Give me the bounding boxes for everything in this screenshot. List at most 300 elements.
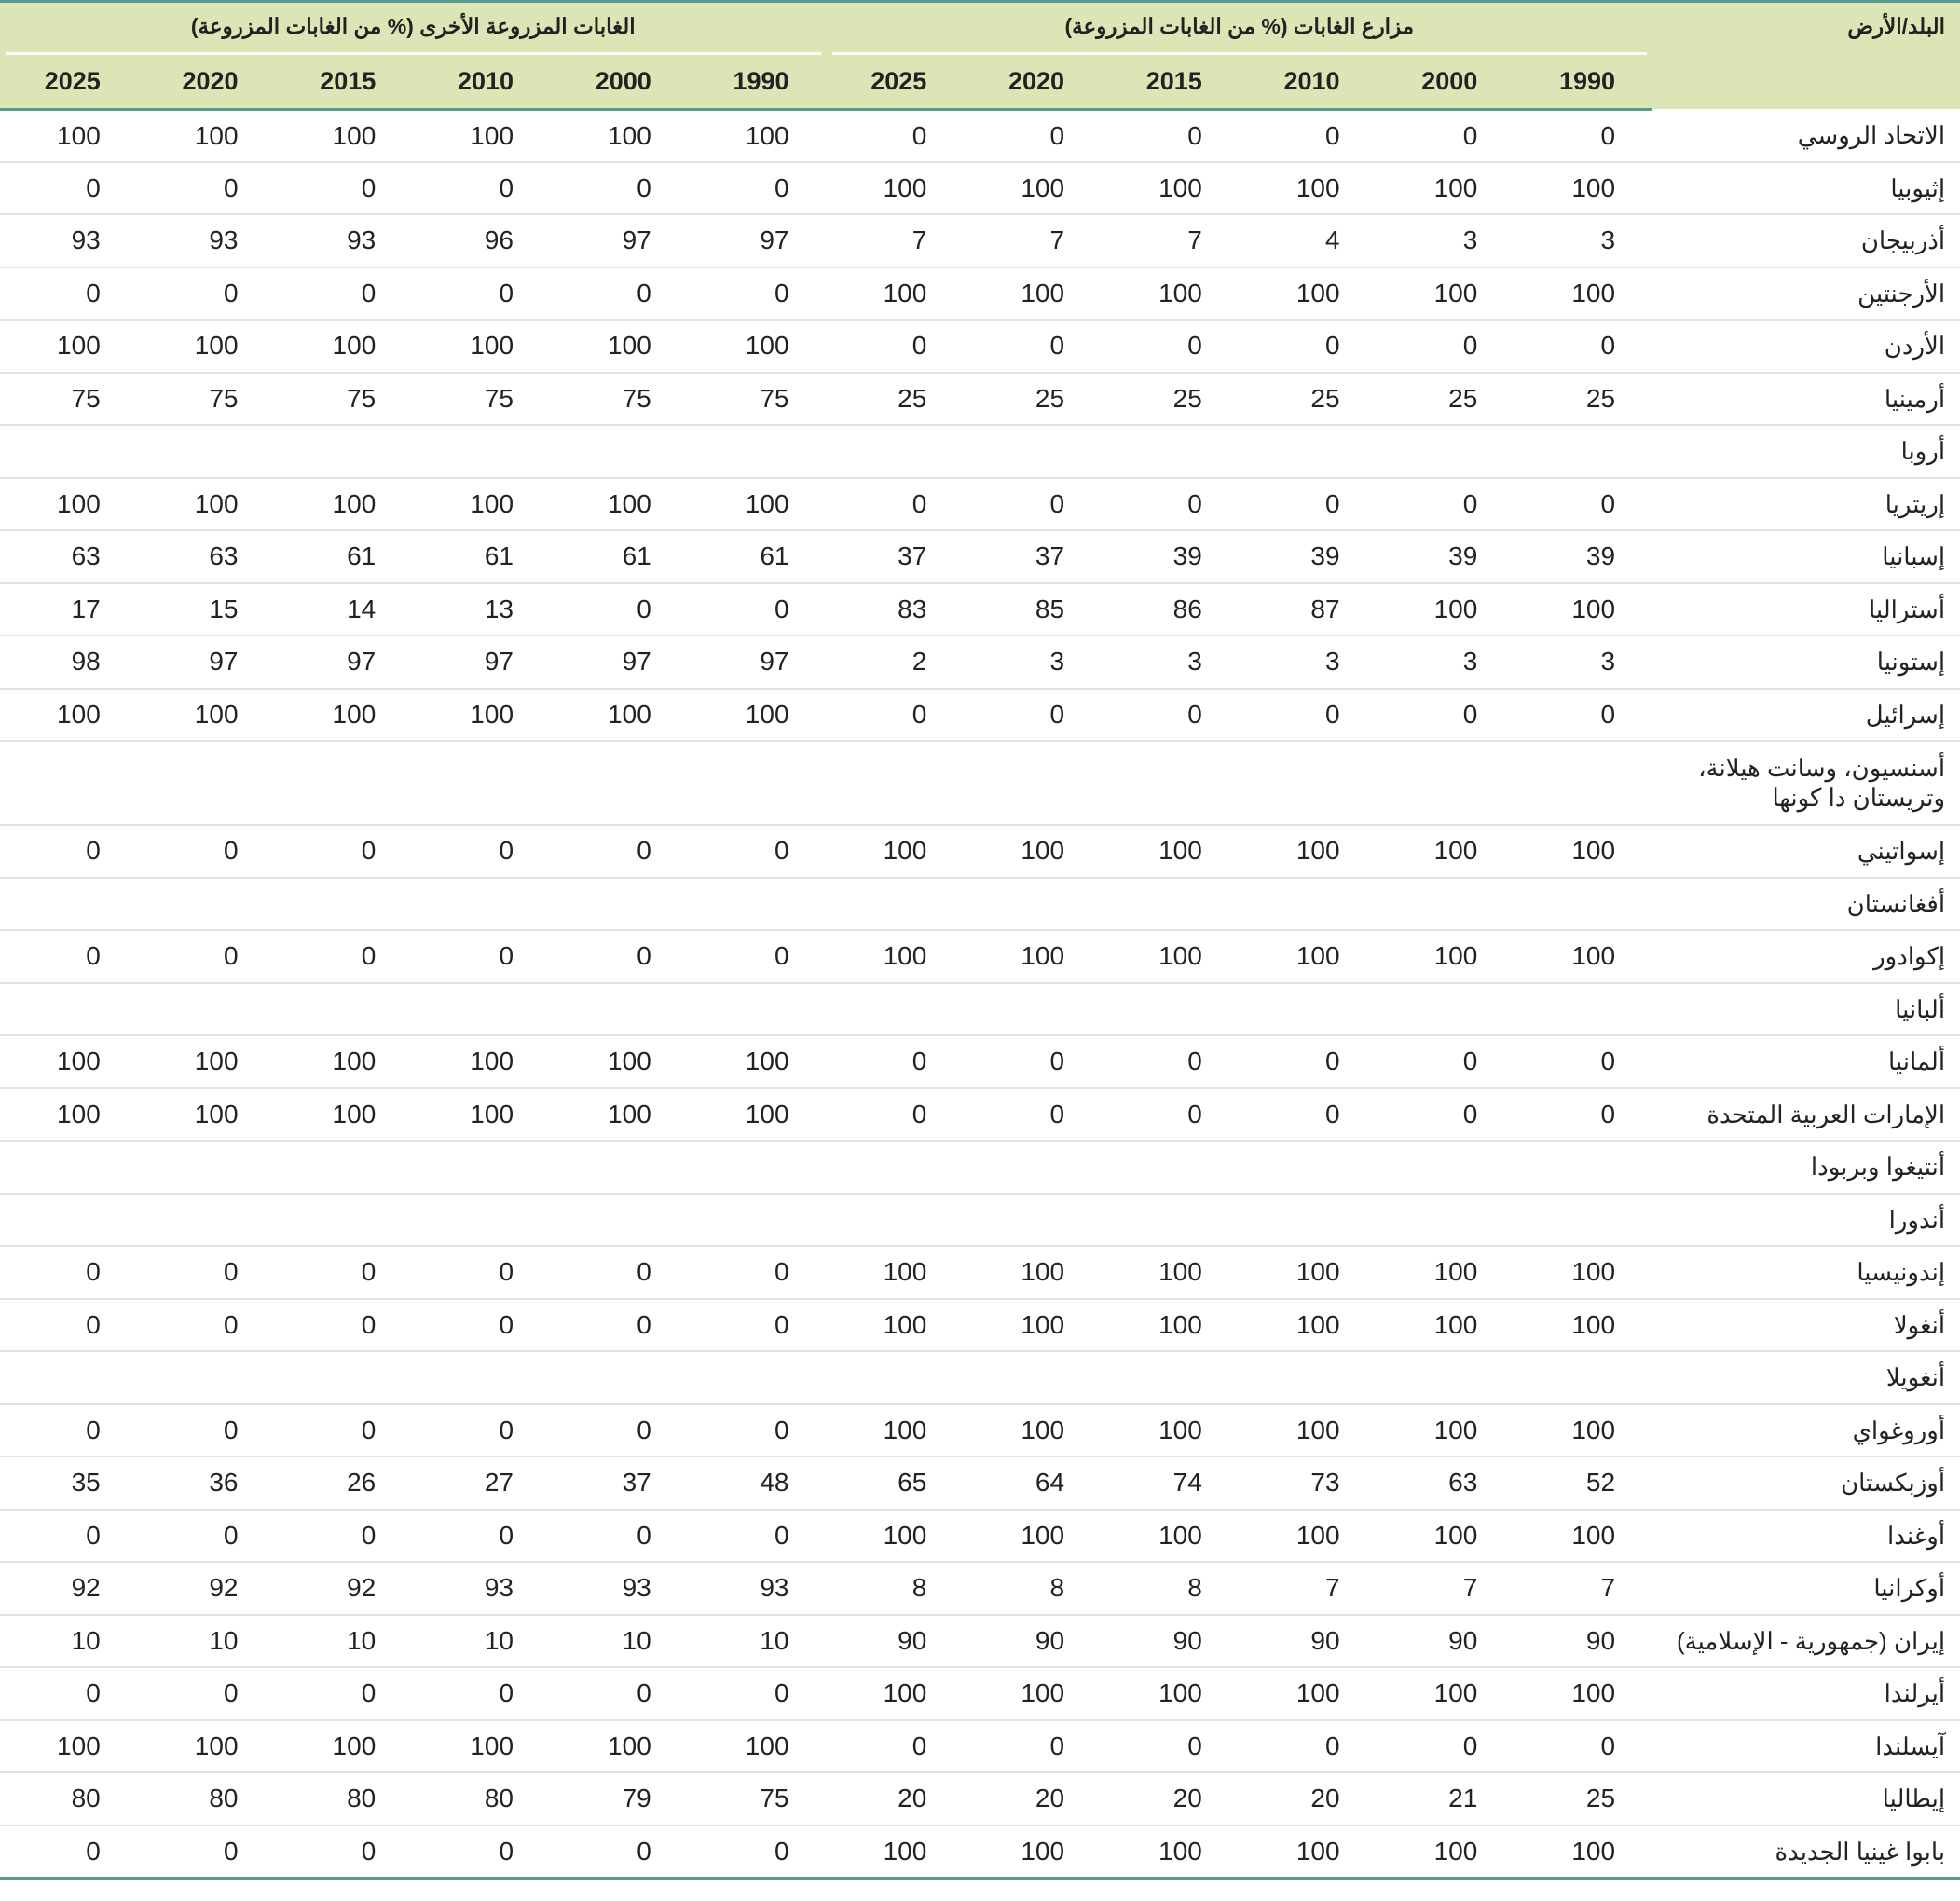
year-header: 2010 [413,55,551,109]
value-cell: 0 [0,1667,138,1720]
value-cell: 39 [1515,530,1652,583]
value-cell [276,878,414,931]
value-cell: 0 [276,1404,414,1457]
value-cell: 0 [413,1667,551,1720]
value-cell: 100 [827,162,965,215]
value-cell: 0 [551,583,689,636]
table-row [0,1562,1960,1615]
value-cell: 0 [689,1404,827,1457]
value-cell: 92 [138,1562,276,1615]
value-cell: 100 [1102,825,1240,878]
value-cell: 0 [689,1667,827,1720]
value-cell [1377,1141,1515,1194]
country-cell: أسنسيون، وسانت هيلانة، وتريستان دا كونها [1652,741,1960,825]
value-cell [1377,983,1515,1036]
value-cell: 100 [413,1035,551,1088]
value-cell: 0 [276,1246,414,1299]
year-header: 2010 [1240,55,1377,109]
header-group-row [0,3,1960,55]
value-cell: 20 [964,1772,1102,1826]
value-cell: 0 [551,930,689,983]
value-cell: 100 [551,1720,689,1773]
value-cell: 100 [1377,825,1515,878]
value-cell: 93 [138,214,276,267]
value-cell [689,1141,827,1194]
value-cell [1515,425,1652,478]
year-header: 1990 [1515,55,1652,109]
value-cell: 0 [964,1088,1102,1142]
other-planted-forest-group-header [0,3,827,55]
value-cell: 25 [1515,1772,1652,1826]
value-cell: 100 [1240,267,1377,321]
value-cell: 37 [551,1457,689,1510]
country-cell: أرمينيا [1652,373,1960,426]
value-cell: 100 [1515,1510,1652,1563]
value-cell [827,1351,965,1404]
value-cell [276,425,414,478]
value-cell: 73 [1240,1457,1377,1510]
value-cell: 0 [138,162,276,215]
value-cell: 100 [1515,1826,1652,1879]
value-cell: 85 [964,583,1102,636]
value-cell: 0 [1102,1088,1240,1142]
value-cell [0,983,138,1036]
value-cell: 7 [1377,1562,1515,1615]
value-cell [964,1351,1102,1404]
value-cell: 93 [551,1562,689,1615]
value-cell: 0 [0,1299,138,1352]
value-cell [964,425,1102,478]
value-cell: 0 [413,930,551,983]
value-cell: 100 [1377,1246,1515,1299]
value-cell: 100 [413,109,551,162]
value-cell: 79 [551,1772,689,1826]
value-cell: 100 [0,1720,138,1773]
value-cell: 0 [413,1246,551,1299]
country-cell: الأرجنتين [1652,267,1960,321]
value-cell: 0 [138,1510,276,1563]
value-cell: 0 [689,1826,827,1879]
value-cell: 0 [138,1667,276,1720]
value-cell [1240,983,1377,1036]
value-cell: 0 [964,689,1102,742]
value-cell: 100 [1240,930,1377,983]
value-cell [1377,1351,1515,1404]
value-cell [689,1194,827,1247]
value-cell: 3 [964,636,1102,689]
value-cell: 100 [689,478,827,531]
value-cell: 0 [276,825,414,878]
value-cell: 0 [138,267,276,321]
value-cell: 80 [138,1772,276,1826]
value-cell: 39 [1102,530,1240,583]
value-cell: 80 [0,1772,138,1826]
value-cell [138,425,276,478]
value-cell: 0 [413,267,551,321]
value-cell [1515,1351,1652,1404]
value-cell: 0 [1515,109,1652,162]
value-cell: 0 [827,1088,965,1142]
value-cell [551,1351,689,1404]
value-cell: 100 [551,478,689,531]
value-cell: 0 [138,825,276,878]
value-cell: 100 [1102,1404,1240,1457]
value-cell: 0 [1377,1088,1515,1142]
value-cell: 0 [138,1404,276,1457]
value-cell: 0 [551,162,689,215]
value-cell: 25 [1102,373,1240,426]
value-cell: 0 [689,1246,827,1299]
value-cell: 0 [276,1299,414,1352]
country-cell: إثيوبيا [1652,162,1960,215]
value-cell: 63 [1377,1457,1515,1510]
value-cell: 4 [1240,214,1377,267]
value-cell [138,878,276,931]
value-cell: 100 [689,320,827,373]
value-cell: 100 [413,1088,551,1142]
value-cell: 0 [0,930,138,983]
value-cell [964,1194,1102,1247]
value-cell: 0 [964,1035,1102,1088]
value-cell: 100 [1240,1246,1377,1299]
value-cell: 3 [1377,214,1515,267]
value-cell [1240,1194,1377,1247]
value-cell [0,425,138,478]
value-cell: 100 [1515,1667,1652,1720]
table-row [0,1404,1960,1457]
value-cell: 100 [964,825,1102,878]
value-cell: 61 [413,530,551,583]
value-cell: 0 [276,1510,414,1563]
country-cell: الأردن [1652,320,1960,373]
value-cell: 100 [276,1720,414,1773]
value-cell: 0 [551,267,689,321]
value-cell: 74 [1102,1457,1240,1510]
value-cell: 0 [1240,1720,1377,1773]
value-cell: 100 [1377,1404,1515,1457]
country-cell: بابوا غينيا الجديدة [1652,1826,1960,1879]
value-cell: 97 [276,636,414,689]
value-cell: 100 [0,320,138,373]
value-cell: 52 [1515,1457,1652,1510]
table-row [0,1720,1960,1773]
value-cell: 100 [964,930,1102,983]
table-row [0,1035,1960,1088]
value-cell [551,425,689,478]
value-cell [138,983,276,1036]
value-cell: 7 [827,214,965,267]
value-cell: 35 [0,1457,138,1510]
table-row [0,825,1960,878]
value-cell: 0 [551,825,689,878]
value-cell: 100 [1515,162,1652,215]
value-cell: 0 [1377,689,1515,742]
value-cell: 100 [276,1035,414,1088]
country-cell: أوروغواي [1652,1404,1960,1457]
value-cell: 7 [1240,1562,1377,1615]
value-cell: 100 [1102,1246,1240,1299]
value-cell: 100 [689,109,827,162]
value-cell [1102,741,1240,825]
value-cell: 3 [1515,214,1652,267]
value-cell [413,1194,551,1247]
value-cell: 37 [964,530,1102,583]
value-cell: 100 [1102,1299,1240,1352]
value-cell: 100 [827,825,965,878]
value-cell [413,1351,551,1404]
value-cell [413,741,551,825]
country-cell: أنغويلا [1652,1351,1960,1404]
value-cell: 0 [1515,1035,1652,1088]
value-cell: 100 [827,1246,965,1299]
year-header: 2025 [0,55,138,109]
value-cell: 0 [1515,320,1652,373]
value-cell: 25 [1515,373,1652,426]
value-cell: 0 [1515,689,1652,742]
value-cell [964,878,1102,931]
table-row [0,1510,1960,1563]
value-cell: 0 [1377,478,1515,531]
value-cell [964,983,1102,1036]
year-header: 2015 [1102,55,1240,109]
value-cell: 64 [964,1457,1102,1510]
value-cell: 100 [827,1510,965,1563]
value-cell [276,983,414,1036]
table-row [0,878,1960,931]
value-cell: 61 [689,530,827,583]
value-cell: 100 [689,1720,827,1773]
value-cell: 100 [964,1826,1102,1879]
value-cell: 39 [1377,530,1515,583]
value-cell: 93 [413,1562,551,1615]
value-cell [413,425,551,478]
value-cell: 0 [551,1667,689,1720]
country-cell: إسبانيا [1652,530,1960,583]
value-cell: 0 [1377,1035,1515,1088]
value-cell: 0 [138,1826,276,1879]
value-cell: 100 [1515,1299,1652,1352]
value-cell: 86 [1102,583,1240,636]
year-header: 2000 [551,55,689,109]
value-cell [276,741,414,825]
value-cell [827,1141,965,1194]
value-cell: 90 [1102,1615,1240,1668]
country-cell: إكوادور [1652,930,1960,983]
table-row [0,478,1960,531]
table-header [0,3,1960,109]
value-cell: 100 [0,109,138,162]
value-cell: 0 [551,1246,689,1299]
country-cell: أنتيغوا وبربودا [1652,1141,1960,1194]
value-cell: 75 [689,373,827,426]
forest-plantations-group-header [827,3,1653,55]
value-cell: 100 [276,478,414,531]
table-row [0,1826,1960,1879]
value-cell: 26 [276,1457,414,1510]
value-cell: 75 [689,1772,827,1826]
value-cell: 100 [1240,1826,1377,1879]
value-cell [1102,983,1240,1036]
value-cell [1515,741,1652,825]
value-cell [0,878,138,931]
value-cell: 100 [551,320,689,373]
value-cell: 7 [964,214,1102,267]
value-cell: 0 [1240,689,1377,742]
value-cell: 100 [138,1088,276,1142]
value-cell: 100 [1377,1510,1515,1563]
table-row [0,636,1960,689]
value-cell: 0 [413,1299,551,1352]
forest-plantations-group-label: مزارع الغابات (% من الغابات المزروعة) [1064,14,1415,38]
value-cell: 0 [1102,689,1240,742]
value-cell: 63 [0,530,138,583]
value-cell: 0 [551,1404,689,1457]
value-cell: 75 [0,373,138,426]
value-cell [1102,1141,1240,1194]
value-cell: 100 [964,1246,1102,1299]
value-cell: 0 [1102,1035,1240,1088]
value-cell: 100 [1377,930,1515,983]
other-planted-forest-group-label: الغابات المزروعة الأخرى (% من الغابات المزروعة) [190,14,636,38]
country-cell: أوزبكستان [1652,1457,1960,1510]
year-header: 2020 [964,55,1102,109]
value-cell: 90 [827,1615,965,1668]
value-cell: 100 [1377,1299,1515,1352]
value-cell: 0 [0,1510,138,1563]
value-cell: 25 [827,373,965,426]
value-cell: 15 [138,583,276,636]
value-cell: 0 [413,825,551,878]
value-cell: 0 [413,162,551,215]
value-cell: 25 [1240,373,1377,426]
value-cell: 0 [0,267,138,321]
table-row [0,1194,1960,1247]
value-cell [551,1141,689,1194]
value-cell: 90 [1240,1615,1377,1668]
value-cell: 100 [1102,162,1240,215]
value-cell: 0 [689,930,827,983]
value-cell: 90 [1377,1615,1515,1668]
table-row [0,1667,1960,1720]
value-cell [1515,1141,1652,1194]
value-cell: 0 [689,1299,827,1352]
table-row [0,1088,1960,1142]
value-cell: 8 [827,1562,965,1615]
value-cell [689,741,827,825]
group-divider-line [6,52,821,55]
value-cell: 100 [1377,1826,1515,1879]
value-cell [964,1141,1102,1194]
value-cell: 0 [689,267,827,321]
value-cell [1102,878,1240,931]
country-cell: الإمارات العربية المتحدة [1652,1088,1960,1142]
value-cell: 100 [964,162,1102,215]
country-cell: أنغولا [1652,1299,1960,1352]
value-cell [1102,1351,1240,1404]
value-cell: 0 [689,162,827,215]
value-cell: 100 [138,1035,276,1088]
value-cell [413,878,551,931]
value-cell: 80 [276,1772,414,1826]
table-row [0,320,1960,373]
value-cell: 100 [138,109,276,162]
value-cell: 97 [689,214,827,267]
year-header: 2000 [1377,55,1515,109]
value-cell: 100 [964,1404,1102,1457]
value-cell [276,1351,414,1404]
year-header: 2025 [827,55,965,109]
value-cell: 0 [964,478,1102,531]
value-cell [1377,878,1515,931]
value-cell [1515,983,1652,1036]
value-cell: 0 [1102,478,1240,531]
table-row [0,741,1960,825]
value-cell: 20 [1240,1772,1377,1826]
value-cell: 100 [413,478,551,531]
value-cell [138,1351,276,1404]
value-cell: 100 [138,689,276,742]
value-cell: 27 [413,1457,551,1510]
group-divider-line [832,52,1648,55]
value-cell: 100 [138,320,276,373]
value-cell: 20 [1102,1772,1240,1826]
value-cell [138,741,276,825]
planted-forest-table [0,3,1960,1880]
country-cell: ألبانيا [1652,983,1960,1036]
value-cell: 100 [1515,825,1652,878]
country-cell: أيرلندا [1652,1667,1960,1720]
value-cell: 100 [1102,1667,1240,1720]
value-cell: 3 [1515,636,1652,689]
value-cell: 98 [0,636,138,689]
table-row [0,425,1960,478]
value-cell [827,878,965,931]
value-cell: 0 [0,1246,138,1299]
table-row [0,689,1960,742]
value-cell [1240,878,1377,931]
value-cell: 39 [1240,530,1377,583]
country-cell: إستونيا [1652,636,1960,689]
value-cell: 10 [551,1615,689,1668]
value-cell: 61 [276,530,414,583]
value-cell: 90 [1515,1615,1652,1668]
value-cell: 96 [413,214,551,267]
table-row [0,373,1960,426]
value-cell: 100 [413,320,551,373]
table-row [0,530,1960,583]
table-row [0,109,1960,162]
value-cell: 93 [276,214,414,267]
value-cell [827,1194,965,1247]
country-cell: أندورا [1652,1194,1960,1247]
country-cell: إسرائيل [1652,689,1960,742]
table-row [0,930,1960,983]
value-cell [1240,1351,1377,1404]
value-cell: 37 [827,530,965,583]
value-cell: 0 [827,689,965,742]
value-cell: 0 [1102,109,1240,162]
value-cell: 100 [827,1826,965,1879]
value-cell: 0 [1240,320,1377,373]
table-row [0,1299,1960,1352]
value-cell: 0 [827,478,965,531]
country-cell: إندونيسيا [1652,1246,1960,1299]
value-cell: 100 [964,1667,1102,1720]
year-header: 1990 [689,55,827,109]
value-cell: 25 [1377,373,1515,426]
value-cell: 92 [276,1562,414,1615]
value-cell: 0 [689,1510,827,1563]
